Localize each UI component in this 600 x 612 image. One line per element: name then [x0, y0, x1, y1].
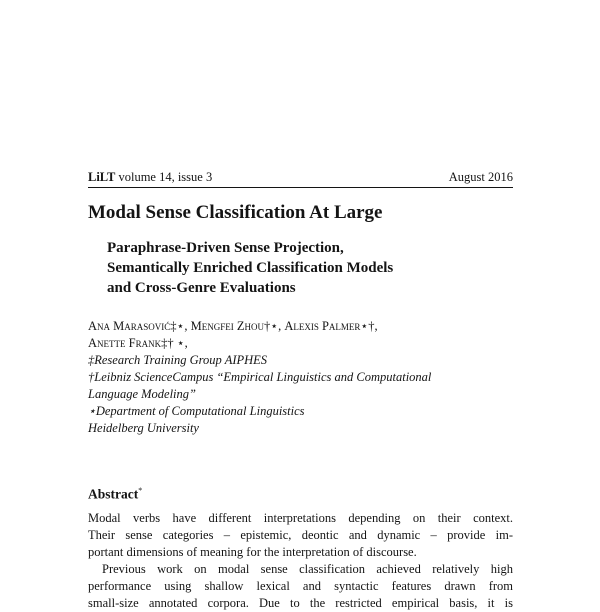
abstract-body [88, 510, 513, 612]
journal-volume: volume 14, issue 3 [118, 170, 213, 184]
author-marks: ⋆† [360, 319, 375, 333]
header-rule [88, 187, 513, 188]
author-line: Anette Frank‡† ⋆, [88, 336, 188, 350]
affiliation-text: Leibniz ScienceCampus “Empirical Linguistics and Computational [94, 370, 432, 384]
abstract-heading [88, 486, 142, 503]
affiliation-mark: ⋆ [88, 404, 96, 418]
author-line: Ana Marasović‡⋆, Mengfei Zhou†⋆, Alexis Palmer⋆†, [88, 319, 378, 333]
affiliation-text: Language Modeling” [88, 387, 196, 401]
author-name: Ana Marasović [88, 319, 171, 333]
subtitle-line: and Cross-Genre Evaluations [107, 280, 296, 296]
publication-date: August 2016 [448, 170, 513, 184]
affiliation [88, 386, 431, 403]
author-marks: ‡⋆ [170, 319, 185, 333]
author-name: Anette Frank [88, 336, 162, 350]
affiliation-text: Research Training Group AIPHES [94, 353, 268, 367]
affiliation-mark: ‡ [88, 353, 95, 367]
abstract-line: performance using shallow lexical and syntactic features drawn from [88, 579, 513, 593]
subtitle-line: Paraphrase-Driven Sense Projection, [107, 240, 344, 256]
author-block [88, 318, 431, 437]
affiliation-text: Heidelberg University [88, 421, 199, 435]
affiliation-mark: † [88, 370, 95, 384]
affiliation [88, 352, 431, 369]
author-name: Mengfei Zhou [190, 319, 264, 333]
affiliation [88, 403, 431, 420]
journal-name: LiLT [88, 170, 116, 184]
abstract-line: Previous work on modal sense classification achieved relatively high [102, 562, 513, 576]
affiliation-text: Department of Computational Linguistics [95, 404, 305, 418]
running-header [88, 170, 513, 188]
paper-title: Modal Sense Classification At Large [88, 202, 383, 223]
author-marks: †⋆ [263, 319, 279, 333]
abstract-line: Their sense categories – epistemic, deontic and dynamic – provide im- [88, 528, 513, 542]
paper-subtitle [107, 238, 393, 298]
abstract-line: small-size annotated corpora. Due to the restricted empirical basis, it is [88, 596, 513, 610]
affiliation [88, 369, 431, 386]
subtitle-line: Semantically Enriched Classification Models [107, 260, 394, 276]
author-marks: ‡† ⋆ [161, 336, 185, 350]
journal-info [88, 170, 212, 185]
abstract-heading-text: Abstract [88, 486, 139, 502]
footnote-mark: * [138, 486, 143, 495]
affiliation [88, 420, 431, 437]
abstract-line: portant dimensions of meaning for the interpretation of discourse. [88, 545, 417, 559]
abstract-line: Modal verbs have different interpretations depending on their context. [88, 511, 513, 525]
author-name: Alexis Palmer [284, 319, 361, 333]
